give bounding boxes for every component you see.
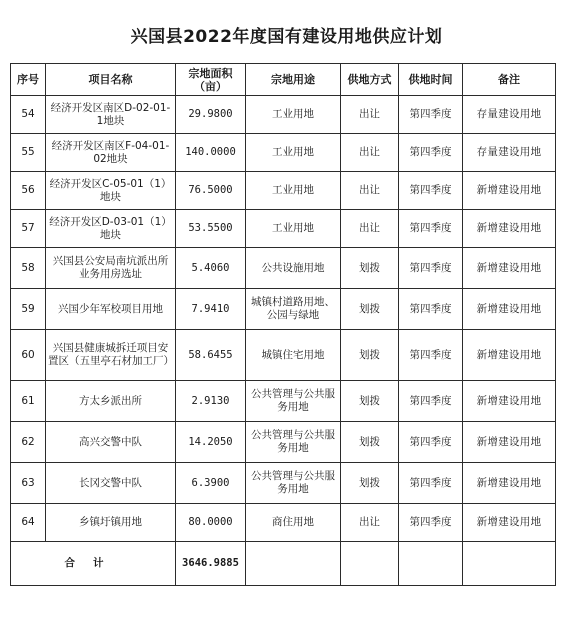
row-project-name: 经济开发区D-03-01（1）地块 (46, 210, 176, 248)
row-seq: 60 (11, 330, 46, 381)
row-time: 第四季度 (399, 422, 463, 463)
header-note: 备注 (463, 64, 556, 96)
row-method: 划拨 (341, 463, 399, 504)
row-method: 划拨 (341, 289, 399, 330)
row-note: 新增建设用地 (463, 172, 556, 210)
row-use-text: 公共管理与公共服务用地 (251, 388, 335, 413)
row-project-name: 兴国县健康城拆迁项目安置区（五里亭石材加工厂） (46, 330, 176, 381)
row-method: 划拨 (341, 422, 399, 463)
row-note: 新增建设用地 (463, 463, 556, 504)
table-row (11, 210, 556, 248)
row-use-text: 工业用地 (272, 108, 314, 120)
row-area: 80.0000 (176, 504, 246, 542)
row-method: 出让 (341, 96, 399, 134)
row-method: 出让 (341, 172, 399, 210)
table-row (11, 330, 556, 381)
row-project-name: 经济开发区C-05-01（1）地块 (46, 172, 176, 210)
row-method: 出让 (341, 210, 399, 248)
table-row (11, 504, 556, 542)
total-empty-cell (399, 542, 463, 586)
total-empty-cell (341, 542, 399, 586)
row-seq: 54 (11, 96, 46, 134)
row-area: 58.6455 (176, 330, 246, 381)
row-area: 2.9130 (176, 381, 246, 422)
row-time: 第四季度 (399, 463, 463, 504)
row-use (246, 463, 341, 504)
row-seq: 63 (11, 463, 46, 504)
row-seq: 56 (11, 172, 46, 210)
row-use-text: 公共管理与公共服务用地 (251, 429, 335, 454)
row-use-text: 工业用地 (272, 146, 314, 158)
table-row (11, 96, 556, 134)
row-note: 新增建设用地 (463, 248, 556, 289)
row-use-text: 公共设施用地 (261, 261, 325, 274)
row-use (246, 172, 341, 210)
row-time: 第四季度 (399, 289, 463, 330)
row-time: 第四季度 (399, 210, 463, 248)
row-use (246, 134, 341, 172)
row-use-text: 商住用地 (272, 516, 314, 528)
row-note: 存量建设用地 (463, 96, 556, 134)
row-time: 第四季度 (399, 248, 463, 289)
row-use-text: 公共管理与公共服务用地 (251, 470, 335, 495)
row-time: 第四季度 (399, 96, 463, 134)
total-empty-cell (246, 542, 341, 586)
row-note: 新增建设用地 (463, 210, 556, 248)
row-project-name: 高兴交警中队 (46, 422, 176, 463)
table-row (11, 172, 556, 210)
row-area: 53.5500 (176, 210, 246, 248)
document-title: 兴国县2022年度国有建设用地供应计划 (130, 27, 443, 47)
row-note: 新增建设用地 (463, 504, 556, 542)
table-row (11, 381, 556, 422)
row-use (246, 330, 341, 381)
row-area: 7.9410 (176, 289, 246, 330)
table-row (11, 134, 556, 172)
row-seq: 59 (11, 289, 46, 330)
row-method: 划拨 (341, 248, 399, 289)
total-area: 3646.9885 (176, 542, 246, 586)
table-row (11, 289, 556, 330)
row-area: 140.0000 (176, 134, 246, 172)
header-method: 供地方式 (341, 64, 399, 96)
row-note: 新增建设用地 (463, 289, 556, 330)
row-use-text: 工业用地 (272, 222, 314, 234)
row-note: 新增建设用地 (463, 422, 556, 463)
row-time: 第四季度 (399, 172, 463, 210)
header-time: 供地时间 (399, 64, 463, 96)
row-time: 第四季度 (399, 381, 463, 422)
total-row (11, 542, 556, 586)
row-project-name: 兴国少年军校项目用地 (46, 289, 176, 330)
total-empty-cell (463, 542, 556, 586)
row-area: 29.9800 (176, 96, 246, 134)
table-row (11, 463, 556, 504)
row-method: 划拨 (341, 381, 399, 422)
row-seq: 58 (11, 248, 46, 289)
row-seq: 55 (11, 134, 46, 172)
row-time: 第四季度 (399, 134, 463, 172)
row-project-name: 方太乡派出所 (46, 381, 176, 422)
row-note: 新增建设用地 (463, 330, 556, 381)
row-seq: 64 (11, 504, 46, 542)
row-area: 76.5000 (176, 172, 246, 210)
land-supply-table (10, 63, 556, 586)
row-use-text: 城镇住宅用地 (261, 348, 325, 361)
row-note: 存量建设用地 (463, 134, 556, 172)
row-use-text: 城镇村道路用地、公园与绿地 (251, 296, 335, 321)
row-method: 划拨 (341, 330, 399, 381)
row-time: 第四季度 (399, 330, 463, 381)
row-area: 6.3900 (176, 463, 246, 504)
table-header-row (11, 64, 556, 96)
header-seq: 序号 (11, 64, 46, 96)
table-row (11, 422, 556, 463)
row-method: 出让 (341, 134, 399, 172)
row-note: 新增建设用地 (463, 381, 556, 422)
row-use (246, 381, 341, 422)
row-use (246, 248, 341, 289)
row-project-name: 经济开发区南区F-04-01-02地块 (46, 134, 176, 172)
row-use (246, 210, 341, 248)
row-use-text: 工业用地 (272, 184, 314, 196)
row-use (246, 422, 341, 463)
row-use (246, 289, 341, 330)
row-project-name: 长冈交警中队 (46, 463, 176, 504)
row-time: 第四季度 (399, 504, 463, 542)
header-use: 宗地用途 (246, 64, 341, 96)
row-seq: 57 (11, 210, 46, 248)
table-row (11, 248, 556, 289)
row-seq: 61 (11, 381, 46, 422)
row-project-name: 经济开发区南区D-02-01-1地块 (46, 96, 176, 134)
header-area: 宗地面积 （亩） (176, 64, 246, 96)
row-method: 出让 (341, 504, 399, 542)
row-project-name: 乡镇圩镇用地 (46, 504, 176, 542)
row-project-name: 兴国县公安局南坑派出所业务用房选址 (46, 248, 176, 289)
row-area: 14.2050 (176, 422, 246, 463)
row-area: 5.4060 (176, 248, 246, 289)
header-project-name: 项目名称 (46, 64, 176, 96)
row-use (246, 504, 341, 542)
row-seq: 62 (11, 422, 46, 463)
total-label: 合计 (11, 542, 176, 586)
row-use (246, 96, 341, 134)
